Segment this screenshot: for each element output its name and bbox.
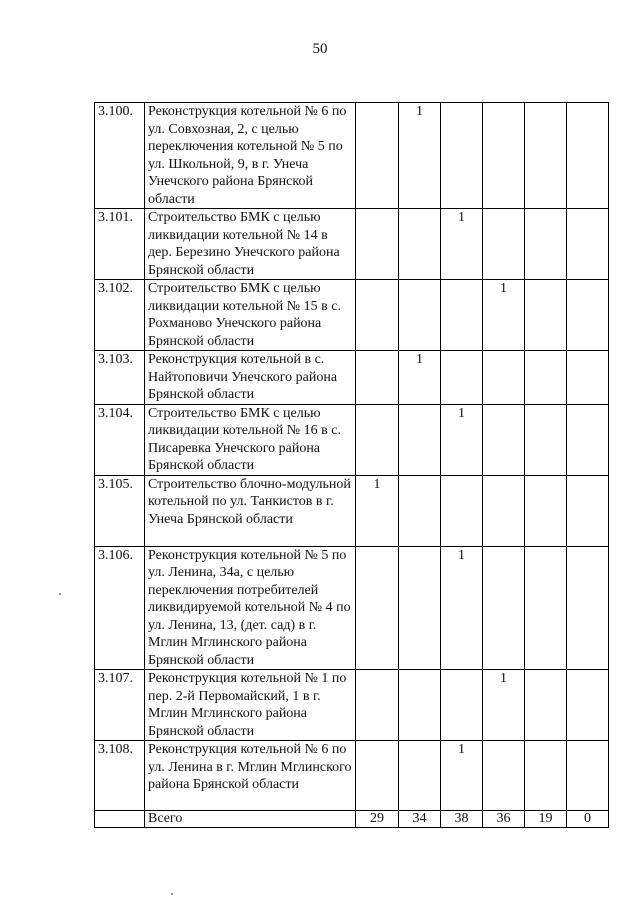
value-cell: 1 <box>441 546 483 670</box>
row-description: Реконструкция котельной в с. Найтоповичи Унечского района Брянской области <box>145 351 356 405</box>
page-number: 50 <box>312 41 328 57</box>
value-cell: 1 <box>399 351 441 405</box>
value-cell <box>483 209 525 280</box>
value-cell <box>356 741 399 811</box>
value-cell <box>356 546 399 670</box>
row-description: Реконструкция котельной № 1 по пер. 2-й Первомайский, 1 в г. Мглин Мглинского района Брянской области <box>145 670 356 741</box>
row-number: 3.108. <box>95 741 145 811</box>
table-row <box>95 209 609 280</box>
value-cell: 1 <box>483 280 525 351</box>
table-row <box>95 475 609 546</box>
table-row <box>95 351 609 405</box>
value-cell <box>441 280 483 351</box>
value-cell <box>399 475 441 546</box>
row-number: 3.105. <box>95 475 145 546</box>
value-cell <box>441 475 483 546</box>
value-cell <box>567 209 609 280</box>
value-cell <box>567 741 609 811</box>
row-number: 3.102. <box>95 280 145 351</box>
row-description: Строительство блочно-модульной котельной по ул. Танкистов в г. Унеча Брянской области <box>145 475 356 546</box>
value-cell <box>399 546 441 670</box>
table-row <box>95 280 609 351</box>
value-cell <box>525 546 567 670</box>
value-cell <box>567 351 609 405</box>
value-cell <box>441 351 483 405</box>
row-description: Строительство БМК с целью ликвидации котельной № 15 в с. Рохманово Унечского района Брянской области <box>145 280 356 351</box>
value-cell <box>567 546 609 670</box>
value-cell <box>567 404 609 475</box>
value-cell <box>525 475 567 546</box>
total-value: 36 <box>483 811 525 828</box>
row-description: Строительство БМК с целью ликвидации котельной № 14 в дер. Березино Унечского района Брянской области <box>145 209 356 280</box>
value-cell: 1 <box>441 209 483 280</box>
value-cell <box>567 103 609 209</box>
value-cell <box>567 475 609 546</box>
value-cell <box>567 670 609 741</box>
value-cell <box>356 670 399 741</box>
table-row <box>95 103 609 209</box>
value-cell <box>399 670 441 741</box>
value-cell <box>483 103 525 209</box>
table-row <box>95 741 609 811</box>
table-row <box>95 546 609 670</box>
row-number: 3.103. <box>95 351 145 405</box>
row-description: Реконструкция котельной № 6 по ул. Ленина в г. Мглин Мглинского района Брянской области <box>145 741 356 811</box>
row-description: Строительство БМК с целью ликвидации котельной № 16 в с. Писаревка Унечского района Брянской области <box>145 404 356 475</box>
scan-artifact-dot <box>171 893 173 895</box>
table-row <box>95 404 609 475</box>
value-cell <box>483 351 525 405</box>
program-table <box>94 102 609 828</box>
row-number: 3.104. <box>95 404 145 475</box>
row-description: Реконструкция котельной № 5 по ул. Ленина, 34а, с целью переключения потребителей ликвидируемой котельной № 4 по ул. Ленина, 13, (дет. сад) в г. Мглин Мглинского района Брянской области <box>145 546 356 670</box>
value-cell <box>356 209 399 280</box>
value-cell: 1 <box>356 475 399 546</box>
value-cell <box>356 103 399 209</box>
total-row <box>95 811 609 828</box>
value-cell: 1 <box>441 741 483 811</box>
row-description: Реконструкция котельной № 6 по ул. Совхозная, 2, с целью переключения котельной № 5 по ул. Школьной, 9, в г. Унеча Унечского района Брянской области <box>145 103 356 209</box>
total-value: 0 <box>567 811 609 828</box>
value-cell <box>525 404 567 475</box>
scan-artifact-dot <box>59 593 61 595</box>
value-cell: 1 <box>441 404 483 475</box>
total-value: 38 <box>441 811 483 828</box>
value-cell <box>483 404 525 475</box>
value-cell <box>483 741 525 811</box>
value-cell: 1 <box>483 670 525 741</box>
total-row-number <box>95 811 145 828</box>
row-number: 3.107. <box>95 670 145 741</box>
value-cell <box>525 351 567 405</box>
row-number: 3.106. <box>95 546 145 670</box>
total-value: 34 <box>399 811 441 828</box>
value-cell <box>525 670 567 741</box>
value-cell <box>441 670 483 741</box>
value-cell <box>525 280 567 351</box>
value-cell: 1 <box>399 103 441 209</box>
row-number: 3.101. <box>95 209 145 280</box>
value-cell <box>567 280 609 351</box>
value-cell <box>356 351 399 405</box>
value-cell <box>441 103 483 209</box>
value-cell <box>356 280 399 351</box>
value-cell <box>525 741 567 811</box>
value-cell <box>525 103 567 209</box>
value-cell <box>399 209 441 280</box>
value-cell <box>399 404 441 475</box>
total-value: 29 <box>356 811 399 828</box>
total-value: 19 <box>525 811 567 828</box>
value-cell <box>483 475 525 546</box>
value-cell <box>483 546 525 670</box>
table-row <box>95 670 609 741</box>
value-cell <box>525 209 567 280</box>
value-cell <box>399 741 441 811</box>
row-number: 3.100. <box>95 103 145 209</box>
value-cell <box>399 280 441 351</box>
total-label: Всего <box>145 811 356 828</box>
value-cell <box>356 404 399 475</box>
